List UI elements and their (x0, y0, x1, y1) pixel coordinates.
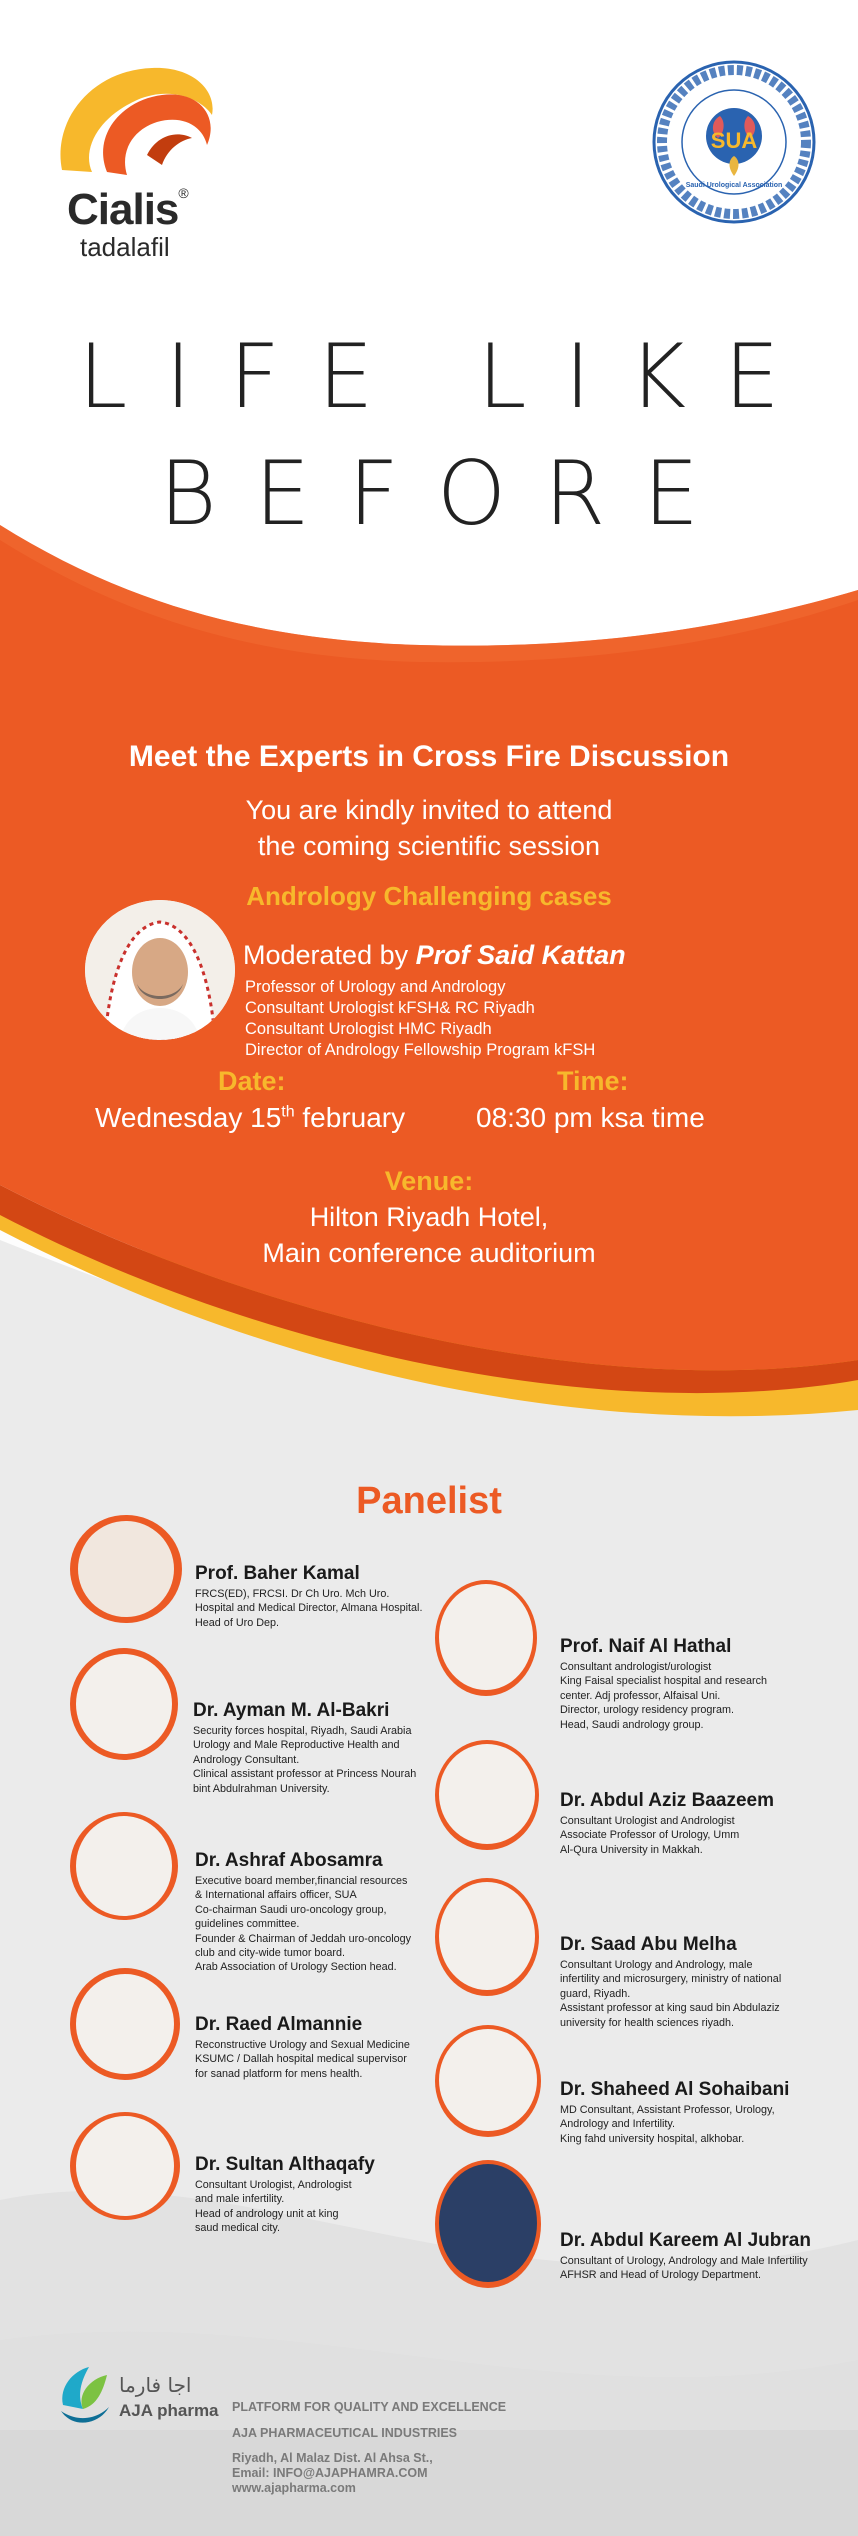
panelist-desc-line: FRCS(ED), FRCSI. Dr Ch Uro. Mch Uro. (195, 1588, 390, 1600)
panelist-desc-line: guard, Riyadh. (560, 1987, 631, 2000)
footer-website: www.ajapharma.com (232, 2481, 356, 2495)
tadalafil-text: tadalafil (80, 232, 170, 262)
panelist-card (435, 2160, 835, 2290)
panelist-desc-line: infertility and microsurgery, ministry of national (560, 1973, 782, 1986)
panelist-photo (70, 2112, 180, 2220)
event-title: Meet the Experts in Cross Fire Discussion (128, 740, 730, 773)
panelist-desc-line: King Faisal specialist hospital and research (560, 1675, 768, 1688)
date-label: Date: (218, 1066, 286, 1096)
moderator-prefix: Moderated by (243, 940, 409, 970)
panelist-desc-line: King fahd university hospital, alkhobar. (560, 2132, 745, 2145)
panelist-desc-line: Al-Qura University in Makkah. (560, 1843, 703, 1856)
panelist-desc-line: Reconstructive Urology and Sexual Medicine (195, 2039, 410, 2051)
panelist-photo (435, 2160, 541, 2288)
panelist-name: Dr. Abdul Kareem Al Jubran (560, 2230, 811, 2251)
panelist-name: Dr. Shaheed Al Sohaibani (560, 2079, 790, 2100)
cialis-logo (52, 60, 232, 260)
panelist-desc-line: Co-chairman Saudi uro-oncology group, (195, 1903, 387, 1916)
panelist-desc-line: for sanad platform for mens health. (195, 2067, 363, 2080)
footer-email: Email: INFO@AJAPHAMRA.COM (232, 2466, 428, 2480)
panelist-desc-line: bint Abdulrahman University. (193, 1782, 330, 1795)
sua-ring-text: Saudi Urological Association (685, 182, 783, 189)
panelist-desc-line: Andrology Consultant. (193, 1753, 300, 1766)
credential-line: Consultant Urologist kFSH& RC Riyadh (245, 999, 535, 1017)
panelist-desc-line: Executive board member,financial resources (195, 1875, 408, 1887)
venue-line-2: Main conference auditorium (262, 1238, 596, 1268)
moderator-photo (85, 900, 235, 1040)
panelist-name: Prof. Baher Kamal (195, 1563, 360, 1584)
panelist-name: Dr. Sultan Althaqafy (195, 2154, 375, 2175)
date-value (95, 1102, 405, 1134)
panelist-card (435, 1740, 835, 1870)
panelist-desc-line: Consultant Urologist and Andrologist (560, 1815, 735, 1827)
panelist-desc-line: KSUMC / Dallah hospital medical supervisor (195, 2053, 407, 2066)
panelist-card (70, 1648, 430, 1798)
panelist-card (435, 2025, 835, 2155)
panelist-desc-line: and male infertility. (195, 2193, 285, 2206)
panelist-desc-line: Founder & Chairman of Jeddah uro-oncology (195, 1932, 412, 1945)
date-day: Wednesday 15 (95, 1102, 282, 1133)
sua-seal (650, 58, 818, 226)
time-value: 08:30 pm ksa time (476, 1102, 705, 1133)
panelist-desc-line: Consultant Urologist, Andrologist (195, 2179, 352, 2191)
panelist-name: Dr. Ayman M. Al-Bakri (193, 1700, 390, 1721)
panelist-name: Dr. Ashraf Abosamra (195, 1850, 383, 1871)
panelist-photo (435, 1740, 539, 1850)
panelist-desc-line: Urology and Male Reproductive Health and (193, 1739, 400, 1752)
panelist-name: Dr. Raed Almannie (195, 2014, 363, 2035)
aja-arabic-text: اجا فارما (119, 2373, 192, 2397)
panelist-name: Prof. Naif Al Hathal (560, 1636, 732, 1657)
panelist-name: Dr. Saad Abu Melha (560, 1934, 737, 1955)
panelist-photo (70, 1648, 178, 1760)
registered-mark: ® (178, 185, 189, 201)
credential-line: Professor of Urology and Andrology (245, 978, 506, 996)
panelist-photo (435, 1878, 539, 1996)
panelist-desc-line: Consultant andrologist/urologist (560, 1661, 712, 1673)
panelist-photo (435, 1580, 537, 1696)
panelist-card (435, 1878, 835, 2028)
panelist-desc-line: Arab Association of Urology Section head. (195, 1961, 397, 1974)
credential-line: Director of Andrology Fellowship Program kFSH (245, 1041, 596, 1059)
time-label: Time: (557, 1066, 629, 1096)
panelist-card (70, 2112, 430, 2242)
panelist-card (70, 1812, 430, 1972)
panelist-desc-line: Consultant of Urology, Andrology and Male Infertility (560, 2255, 808, 2267)
panelist-desc-line: center. Adj professor, Alfaisal Uni. (560, 1689, 721, 1702)
panelist-desc-line: Associate Professor of Urology, Umm (560, 1829, 740, 1842)
panelist-desc-line: AFHSR and Head of Urology Department. (560, 2269, 762, 2282)
date-month: february (302, 1102, 406, 1133)
panelist-desc-line: MD Consultant, Assistant Professor, Urology, (560, 2104, 775, 2116)
moderator-name: Prof Said Kattan (415, 940, 626, 970)
venue-label: Venue: (384, 1166, 474, 1196)
panelist-desc-line: Consultant Urology and Andrology, male (560, 1959, 753, 1971)
venue-line-1: Hilton Riyadh Hotel, (309, 1202, 549, 1232)
panelist-card (70, 1515, 430, 1655)
panelist-desc-line: Hospital and Medical Director, Almana Hospital. (195, 1602, 423, 1615)
panelist-desc-line: university for health sciences riyadh. (560, 2016, 735, 2029)
panelist-photo (70, 1515, 182, 1623)
invite-line-2: the coming scientific session (257, 831, 601, 861)
panelist-desc-line: club and city-wide tumor board. (195, 1947, 346, 1960)
panelist-desc-line: Head of Uro Dep. (195, 1616, 280, 1629)
panel-title: Panelist (356, 1480, 502, 1522)
invite-line-1: You are kindly invited to attend (245, 795, 613, 825)
footer-company: AJA PHARMACEUTICAL INDUSTRIES (232, 2426, 458, 2440)
panelist-desc-line: Assistant professor at king saud bin Abdulaziz (560, 2002, 780, 2015)
aja-logo (55, 2365, 225, 2435)
panelist-name: Dr. Abdul Aziz Baazeem (560, 1790, 774, 1811)
session-topic: Andrology Challenging cases (246, 881, 612, 911)
moderator-heading (243, 940, 626, 971)
cialis-wordmark: Cialis (67, 185, 179, 234)
headline-line2: BEFORE (159, 442, 737, 545)
panelist-desc-line: Security forces hospital, Riyadh, Saudi Arabia (193, 1725, 412, 1737)
panelist-photo (70, 1968, 180, 2080)
panelist-photo (70, 1812, 178, 1920)
footer-address: Riyadh, Al Malaz Dist. Al Ahsa St., (232, 2451, 433, 2465)
panelist-photo (435, 2025, 541, 2137)
panelist-desc-line: guidelines committee. (195, 1918, 300, 1931)
date-suffix: th (281, 1103, 295, 1121)
credential-line: Consultant Urologist HMC Riyadh (245, 1020, 492, 1038)
sua-text: SUA (710, 128, 758, 153)
aja-leaf-icon (55, 2365, 113, 2427)
aja-latin-text: AJA pharma (119, 2401, 219, 2420)
panelist-card (435, 1580, 835, 1730)
cialis-swirl-icon (52, 60, 222, 180)
headline-line1: LIFE LIKE (78, 325, 818, 428)
panelist-desc-line: Head of andrology unit at king (195, 2207, 339, 2220)
panelist-desc-line: Head, Saudi andrology group. (560, 1718, 704, 1731)
footer-slogan: PLATFORM FOR QUALITY AND EXCELLENCE (232, 2400, 507, 2414)
panelist-desc-line: Clinical assistant professor at Princess Nourah (193, 1768, 417, 1781)
panelist-desc-line: Andrology and Infertility. (560, 2118, 676, 2131)
panelist-card (70, 1968, 430, 2098)
panelist-desc-line: & International affairs officer, SUA (195, 1889, 357, 1902)
panelist-desc-line: Director, urology residency program. (560, 1704, 735, 1717)
panelist-desc-line: saud medical city. (195, 2222, 281, 2235)
moderator-avatar-icon (85, 900, 235, 1040)
moderator-credentials (245, 977, 595, 1061)
